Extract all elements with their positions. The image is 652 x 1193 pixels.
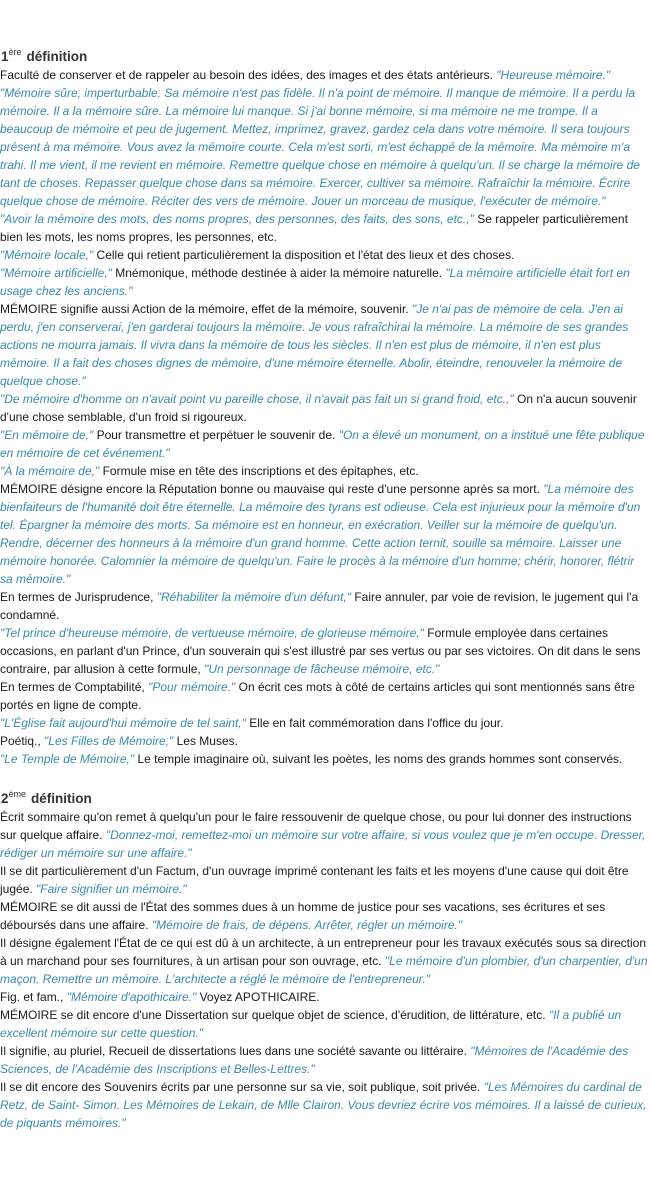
- definition-entry: [0, 66, 650, 84]
- definition-text: Formule mise en tête des inscriptions et des épitaphes, etc.: [99, 464, 419, 478]
- definition-text: Il se dit encore des Souvenirs écrits par une personne sur sa vie, soit publique, soit privée.: [0, 1080, 484, 1094]
- usage-example: "Donnez-moi, remettez-moi un mémoire sur votre affaire, si vous voulez que je m'en occupe. Dresser, rédiger un mémoire sur une affaire.": [0, 828, 646, 860]
- definition-entry: [0, 988, 650, 1006]
- usage-example: "Mémoire locale,": [0, 248, 94, 262]
- usage-example: "Les Filles de Mémoire,": [44, 734, 174, 748]
- usage-example: "Le Temple de Mémoire,": [0, 752, 135, 766]
- definition-text: MÉMOIRE signifie aussi Action de la mémoire, effet de la mémoire, souvenir.: [0, 302, 412, 316]
- definition-entry: [0, 300, 650, 390]
- usage-example: "Tel prince d'heureuse mémoire, de vertueuse mémoire, de glorieuse mémoire,": [0, 626, 424, 640]
- definition-text: MÉMOIRE se dit encore d'une Dissertation sur quelque objet de science, d'érudition, de littérature, etc.: [0, 1008, 549, 1022]
- definition-text: Il désigne également l'État de ce qui est dû à un architecte, à un entrepreneur pour les travaux exécutés sous sa direction à un marchand pour ses fournitures, à un artisan pour son ouvrage, etc.: [0, 936, 647, 968]
- definition-text: Voyez APOTHICAIRE.: [196, 990, 320, 1004]
- usage-example: "Un personnage de fâcheuse mémoire, etc.": [204, 662, 440, 676]
- definition-text: Les Muses.: [173, 734, 238, 748]
- definition-entry: [0, 732, 650, 750]
- definition-entry: [0, 480, 650, 588]
- definition-entry: [0, 264, 650, 300]
- usage-example: "Je n'ai pas de mémoire de cela. J'en ai perdu, j'en conserverai, j'en garderai toujours la mémoire. Je vous rafraîchirai la mémoire. La mémoire de ses grandes actions ne mourra jamais. Il vivra dans la mémoire de tous les siècles. Il n'en est plus de mémoire, il n'en est plus mémoire. Il a fait des choses dignes de mémoire, d'une mémoire éternelle. Abolir, éteindre, renouveler la mémoire de quelque chose.": [0, 302, 629, 388]
- usage-example: "Mémoire de frais, de dépens. Arrêter, régler un mémoire.": [151, 918, 463, 932]
- definition-text: MÉMOIRE se dit aussi de l'État des sommes dues à un homme de justice pour ses vacations, ses écritures et ses déboursés dans une affaire.: [0, 900, 606, 932]
- definition-body-2: [0, 808, 650, 1132]
- definition-entry: [0, 390, 650, 426]
- definition-label: définition: [31, 791, 92, 806]
- usage-example: "Les Mémoires du cardinal de Retz, de Saint- Simon. Les Mémoires de Lekain, de Mlle Clairon. Vous devriez écrire vos mémoires. Il a laissé de curieux, de piquants mémoires.": [0, 1080, 647, 1130]
- usage-example: "L'Église fait aujourd'hui mémoire de tel saint,": [0, 716, 246, 730]
- definition-entry: [0, 84, 650, 210]
- definition-entry: [0, 588, 650, 624]
- usage-example: "De mémoire d'homme on n'avait point vu pareille chose, il n'avait pas fait un si grand froid, etc.,": [0, 392, 514, 406]
- definition-section-2: [0, 790, 650, 1132]
- definition-ordinal: 1: [1, 49, 9, 64]
- definition-entry: [0, 750, 650, 768]
- usage-example: "La mémoire des bienfaiteurs de l'humanité doit être éternelle. La mémoire des tyrans est odieuse. Cela est injurieux pour la mémoire d'un tel. Épargner la mémoire des morts. Sa mémoire est en honneur, en exécration. Veiller sur la mémoire de quelqu'un. Rendre, décerner des honneurs à la mémoire d'un grand homme. Cette action ternit, souille sa mémoire. Laisser une mémoire honorée. Calomnier la mémoire de quelqu'un. Faire le procès à la mémoire d'un homme; chérir, honorer, flétrir sa mémoire.": [0, 482, 641, 586]
- definition-text: Écrit sommaire qu'on remet à quelqu'un pour le faire ressouvenir de quelque chose, ou pour lui donner des instructions sur quelque affaire.: [0, 810, 632, 842]
- definition-entry: [0, 898, 650, 934]
- definition-entry: [0, 210, 650, 246]
- usage-example: "En mémoire de,": [0, 428, 94, 442]
- definition-entry: [0, 862, 650, 898]
- usage-example: "Mémoire artificielle,": [0, 266, 112, 280]
- usage-example: "Pour mémoire.": [148, 680, 236, 694]
- definition-entry: [0, 1006, 650, 1042]
- definition-entry: [0, 808, 650, 862]
- definition-entry: [0, 462, 650, 480]
- definition-text: Il signifie, au pluriel, Recueil de dissertations lues dans une société savante ou littéraire.: [0, 1044, 471, 1058]
- definition-ordinal: 2: [1, 791, 9, 806]
- usage-example: "Mémoire sûre, imperturbable. Sa mémoire n'est pas fidèle. Il n'a point de mémoire. Il manque de mémoire. Il a perdu la mémoire. Il a la mémoire sûre. La mémoire lui manque. Si j'ai bonne mémoire, si ma mémoire ne me trompe. Il a beaucoup de mémoire et peu de jugement. Mettez, imprimez, gravez, gardez cela dans votre mémoire. Il sera toujours présent à ma mémoire. Vous avez la mémoire courte. Cela m'est sorti, m'est échappé de la mémoire. Ma mémoire m'a trahi. Il me vient, il me revient en mémoire. Remettre quelque chose en mémoire à quelqu'un. Il se charge la mémoire de tant de choses. Repasser quelque chose dans sa mémoire. Exercer, cultiver sa mémoire. Rafraîchir la mémoire. Écrire quelque chose de mémoire. Réciter des vers de mémoire. Jouer un morceau de musique, l'exécuter de mémoire.": [0, 86, 640, 208]
- usage-example: "On a élevé un monument, on a institué une fête publique en mémoire de cet événement.": [0, 428, 645, 460]
- definition-text: Celle qui retient particulièrement la disposition et l'état des lieux et des choses.: [93, 248, 515, 262]
- definition-text: Fig. et fam.,: [0, 990, 67, 1004]
- definition-text: Pour transmettre et perpétuer le souvenir de.: [93, 428, 339, 442]
- definition-entry: [0, 678, 650, 714]
- usage-example: "Faire signifier un mémoire.": [36, 882, 187, 896]
- definition-text: Le temple imaginaire où, suivant les poètes, les noms des grands hommes sont conservés.: [134, 752, 623, 766]
- usage-example: "Heureuse mémoire.": [496, 68, 611, 82]
- usage-example: "La mémoire artificielle était fort en usage chez les anciens.": [0, 266, 630, 298]
- usage-example: "Mémoire d'apothicaire.": [66, 990, 197, 1004]
- definition-text: On n'a aucun souvenir d'une chose semblable, d'un froid si rigoureux.: [0, 392, 637, 424]
- definition-text: Mnémonique, méthode destinée à aider la mémoire naturelle.: [111, 266, 446, 280]
- definition-text: Elle en fait commémoration dans l'office du jour.: [245, 716, 504, 730]
- definition-text: Faculté de conserver et de rappeler au besoin des idées, des images et des états antérieurs.: [0, 68, 497, 82]
- definition-text: Se rappeler particulièrement bien les mots, les noms propres, les personnes, etc.: [0, 212, 628, 244]
- definition-text: En termes de Jurisprudence,: [0, 590, 157, 604]
- definition-label: définition: [26, 49, 88, 64]
- definition-text: Poétiq.,: [0, 734, 45, 748]
- definition-entry: [0, 246, 650, 264]
- definition-text: En termes de Comptabilité,: [0, 680, 149, 694]
- definition-entry: [0, 1042, 650, 1078]
- usage-example: "À la mémoire de,": [0, 464, 100, 478]
- ordinal-suffix: ème: [8, 789, 27, 799]
- definition-text: Il se dit particulièrement d'un Factum, d'un ouvrage imprimé contenant les faits et les moyens d'une cause qui doit être jugée.: [0, 864, 629, 896]
- usage-example: "Le mémoire d'un plombier, d'un charpentier, d'un maçon. Remettre un mémoire. L'architecte a réglé le mémoire de l'entrepreneur.": [0, 954, 648, 986]
- definition-heading-2: [1, 790, 650, 808]
- definition-text: Faire annuler, par voie de revision, le jugement qui l'a condamné.: [0, 590, 639, 622]
- definition-entry: [0, 624, 650, 678]
- definition-entry: [0, 426, 650, 462]
- usage-example: "Réhabiliter la mémoire d'un défunt,": [156, 590, 351, 604]
- usage-example: "Mémoires de l'Académie des Sciences, de l'Académie des Inscriptions et Belles-Lettres.": [0, 1044, 629, 1076]
- usage-example: "Il a publié un excellent mémoire sur cette question.": [0, 1008, 622, 1040]
- definition-entry: [0, 934, 650, 988]
- definition-heading-1: [1, 48, 650, 66]
- definition-section-1: [0, 48, 650, 768]
- ordinal-suffix: ère: [8, 47, 22, 57]
- definition-text: MÉMOIRE désigne encore la Réputation bonne ou mauvaise qui reste d'une personne après sa mort.: [0, 482, 544, 496]
- definition-body-1: [0, 66, 650, 768]
- definition-entry: [0, 1078, 650, 1132]
- usage-example: "Avoir la mémoire des mots, des noms propres, des personnes, des faits, des sons, etc.,": [0, 212, 474, 226]
- definition-text: On écrit ces mots à côté de certains articles qui sont mentionnés sans être portés en ligne de compte.: [0, 680, 635, 712]
- definition-text: Formule employée dans certaines occasions, en parlant d'un Prince, d'un souverain qui s'est illustré par ses vertus ou par ses victoires. On dit dans le sens contraire, par allusion à cette formule,: [0, 626, 641, 676]
- definition-entry: [0, 714, 650, 732]
